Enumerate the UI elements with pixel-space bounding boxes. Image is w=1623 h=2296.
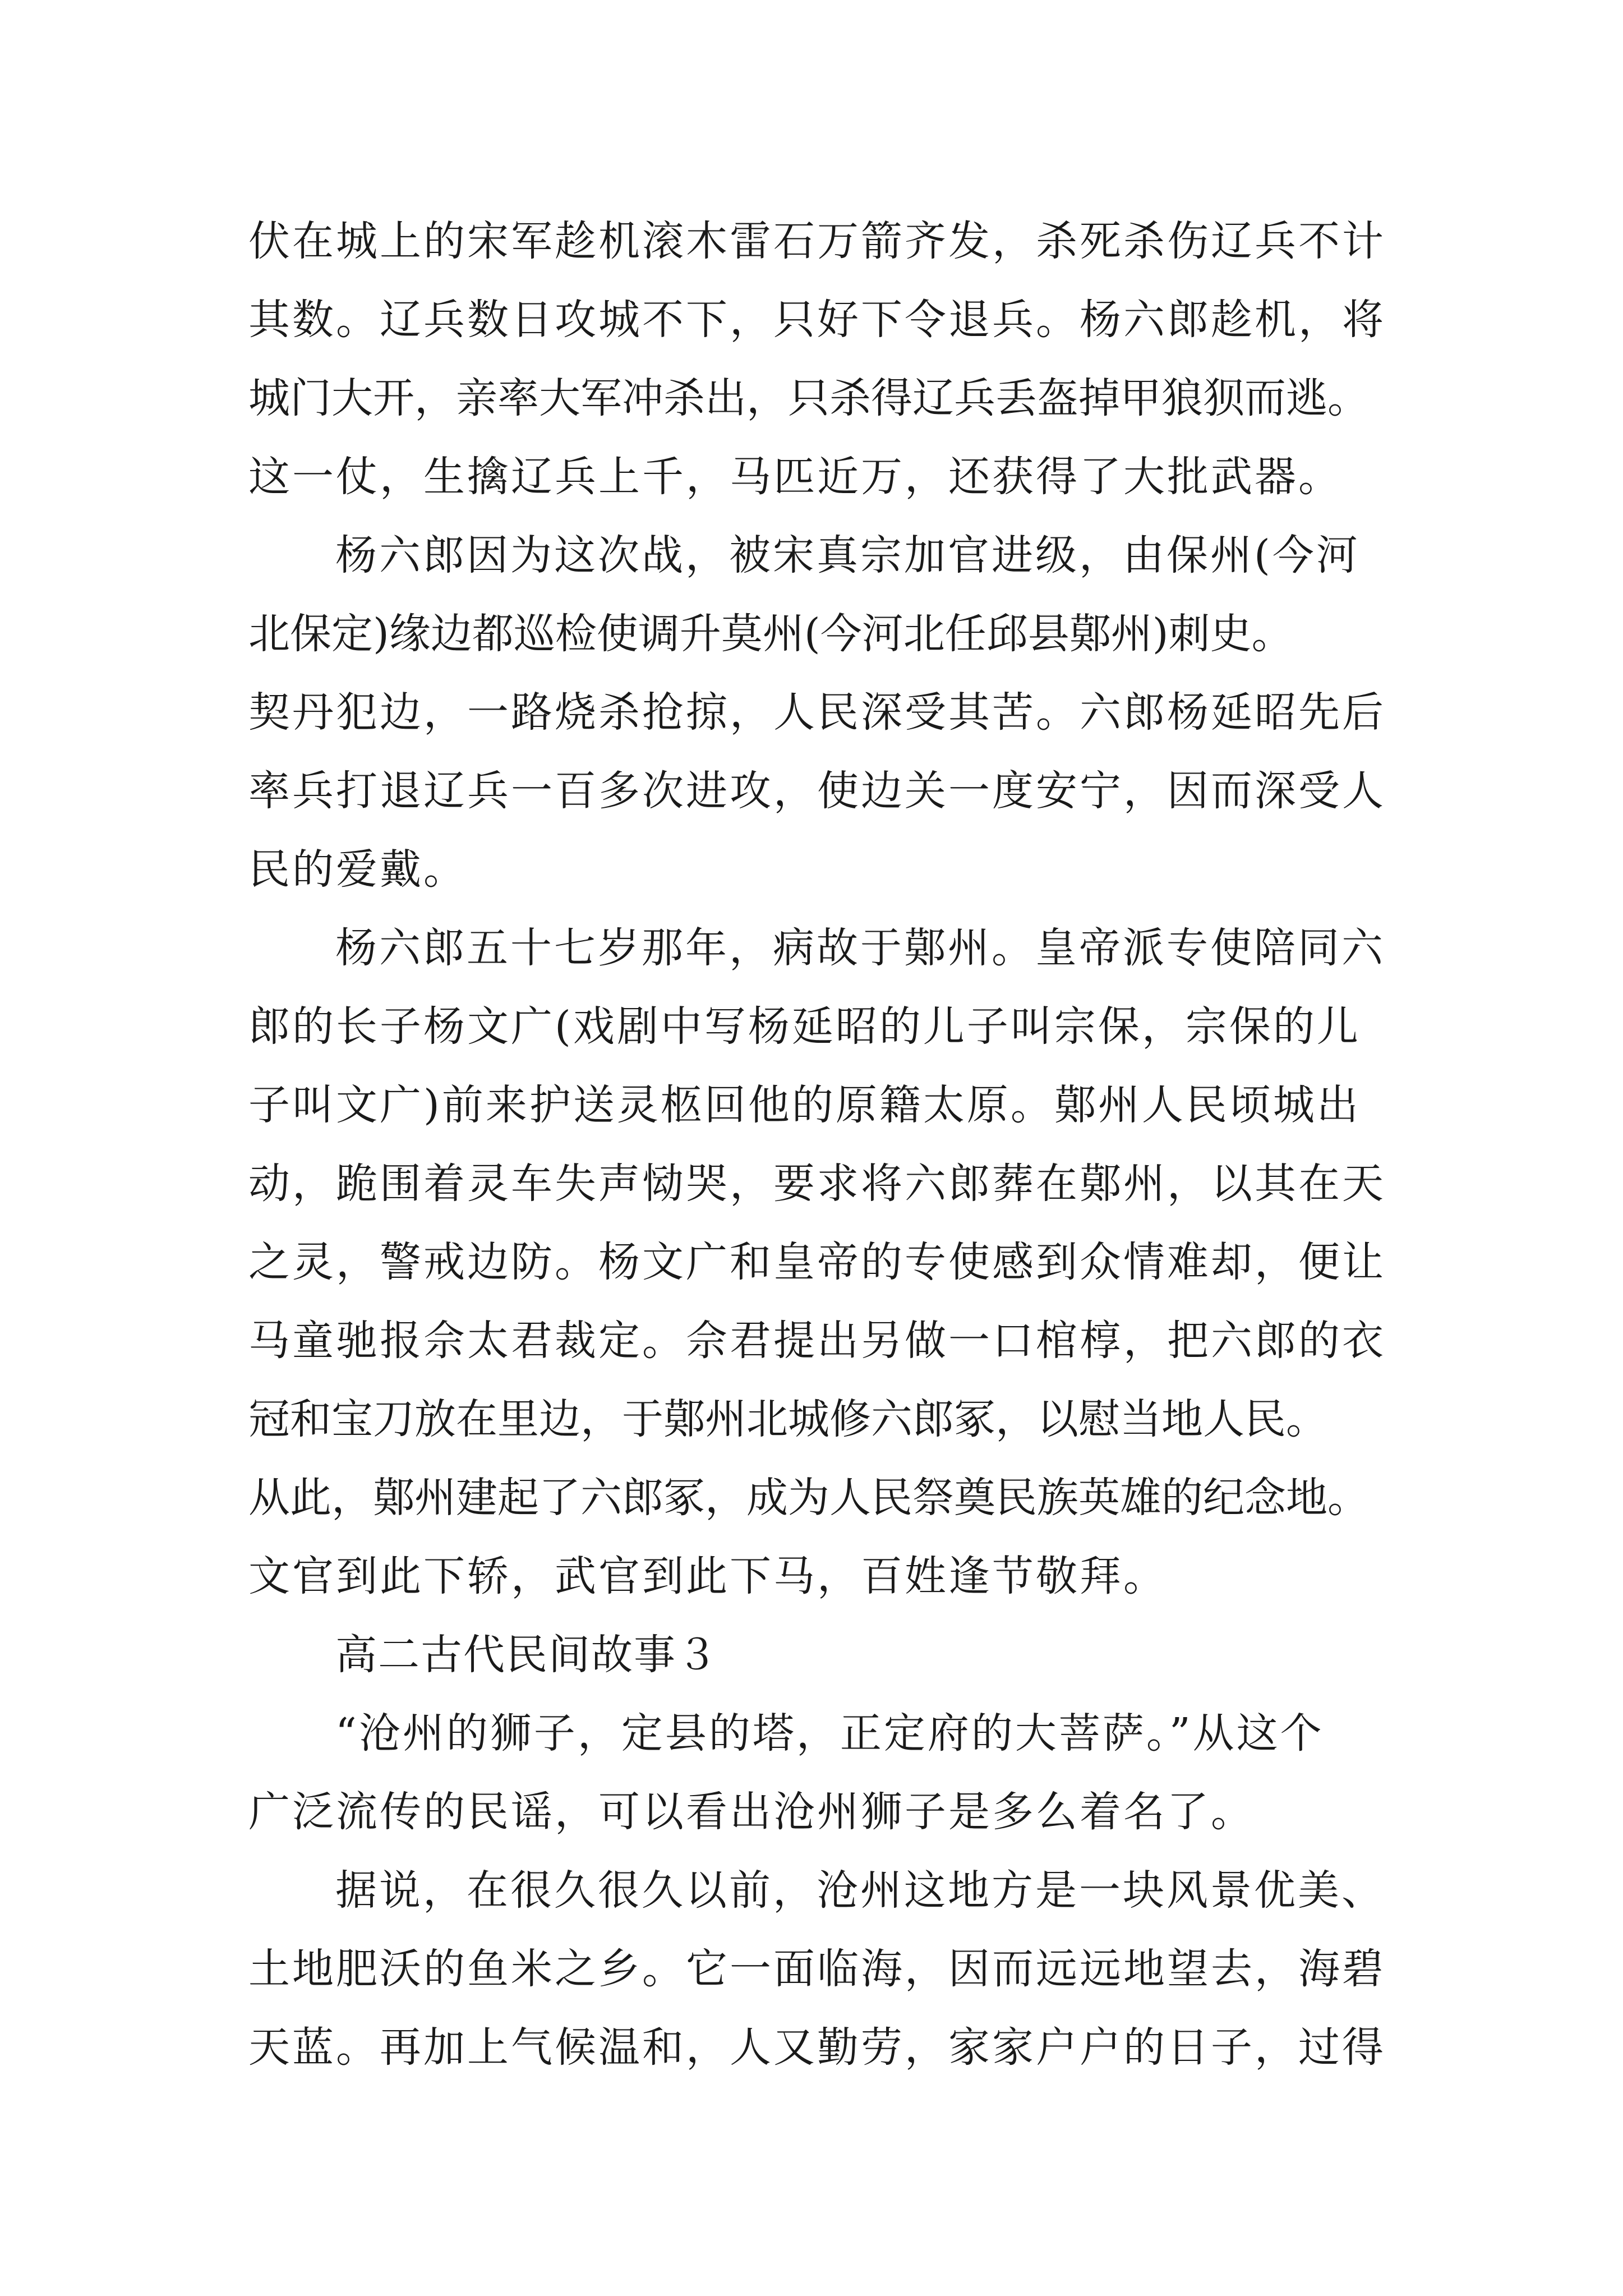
text-line: 契丹犯边，一路烧杀抢掠，人民深受其苦。六郎杨延昭先后 <box>248 688 1386 737</box>
text-line: 冠和宝刀放在里边，于鄚州北城修六郎冢，以慰当地人民。 <box>248 1395 1327 1443</box>
text-line: 北保定)缘边都巡检使调升莫州(今河北任邱县鄚州)刺史。 <box>248 610 1293 658</box>
text-line: 城门大开，亲率大军冲杀出，只杀得辽兵丢盔掉甲狼狈而逃。 <box>248 374 1369 422</box>
text-line: 动，跪围着灵车失声恸哭，要求将六郎葬在鄚州，以其在天 <box>248 1159 1386 1208</box>
text-line: 子叫文广)前来护送灵柩回他的原籍太原。鄚州人民顷城出 <box>248 1081 1361 1129</box>
text-line: 之灵，警戒边防。杨文广和皇帝的专使感到众情难却，便让 <box>248 1238 1386 1286</box>
text-line: 民的爱戴。 <box>248 845 467 894</box>
text-line: 土地肥沃的鱼米之乡。它一面临海，因而远远地望去，海碧 <box>248 1945 1386 1993</box>
text-line: 从此，鄚州建起了六郎冢，成为人民祭奠民族英雄的纪念地。 <box>248 1474 1369 1522</box>
text-line: 其数。辽兵数日攻城不下，只好下令退兵。杨六郎趁机，将 <box>248 296 1386 344</box>
text-line: 马童驰报佘太君裁定。佘君提出另做一口棺椁，把六郎的衣 <box>248 1317 1386 1365</box>
text-line: 率兵打退辽兵一百多次进攻，使边关一度安宁，因而深受人 <box>248 767 1386 815</box>
paragraph-first-line: 据说，在很久很久以前，沧州这地方是一块风景优美、 <box>335 1866 1385 1915</box>
text-line: 天蓝。再加上气候温和，人又勤劳，家家户户的日子，过得 <box>248 2023 1386 2072</box>
text-line: 这一仗，生擒辽兵上千，马匹近万，还获得了大批武器。 <box>248 453 1342 501</box>
paragraph-first-line: “沧州的狮子，定县的塔，正定府的大菩萨。”从这个 <box>335 1709 1324 1757</box>
section-heading: 高二古代民间故事３ <box>335 1631 719 1679</box>
text-line: 文官到此下轿，武官到此下马，百姓逢节敬拜。 <box>248 1552 1167 1600</box>
text-line: 广泛流传的民谣，可以看出沧州狮子是多么着名了。 <box>248 1788 1255 1836</box>
paragraph-first-line: 杨六郎五十七岁那年，病故于鄚州。皇帝派专使陪同六 <box>335 924 1385 972</box>
paragraph-first-line: 杨六郎因为这次战，被宋真宗加官进级，由保州(今河 <box>335 531 1360 579</box>
text-line: 伏在城上的宋军趁机滚木雷石万箭齐发，杀死杀伤辽兵不计 <box>248 217 1386 265</box>
text-line: 郎的长子杨文广(戏剧中写杨延昭的儿子叫宗保，宗保的儿 <box>248 1002 1361 1051</box>
